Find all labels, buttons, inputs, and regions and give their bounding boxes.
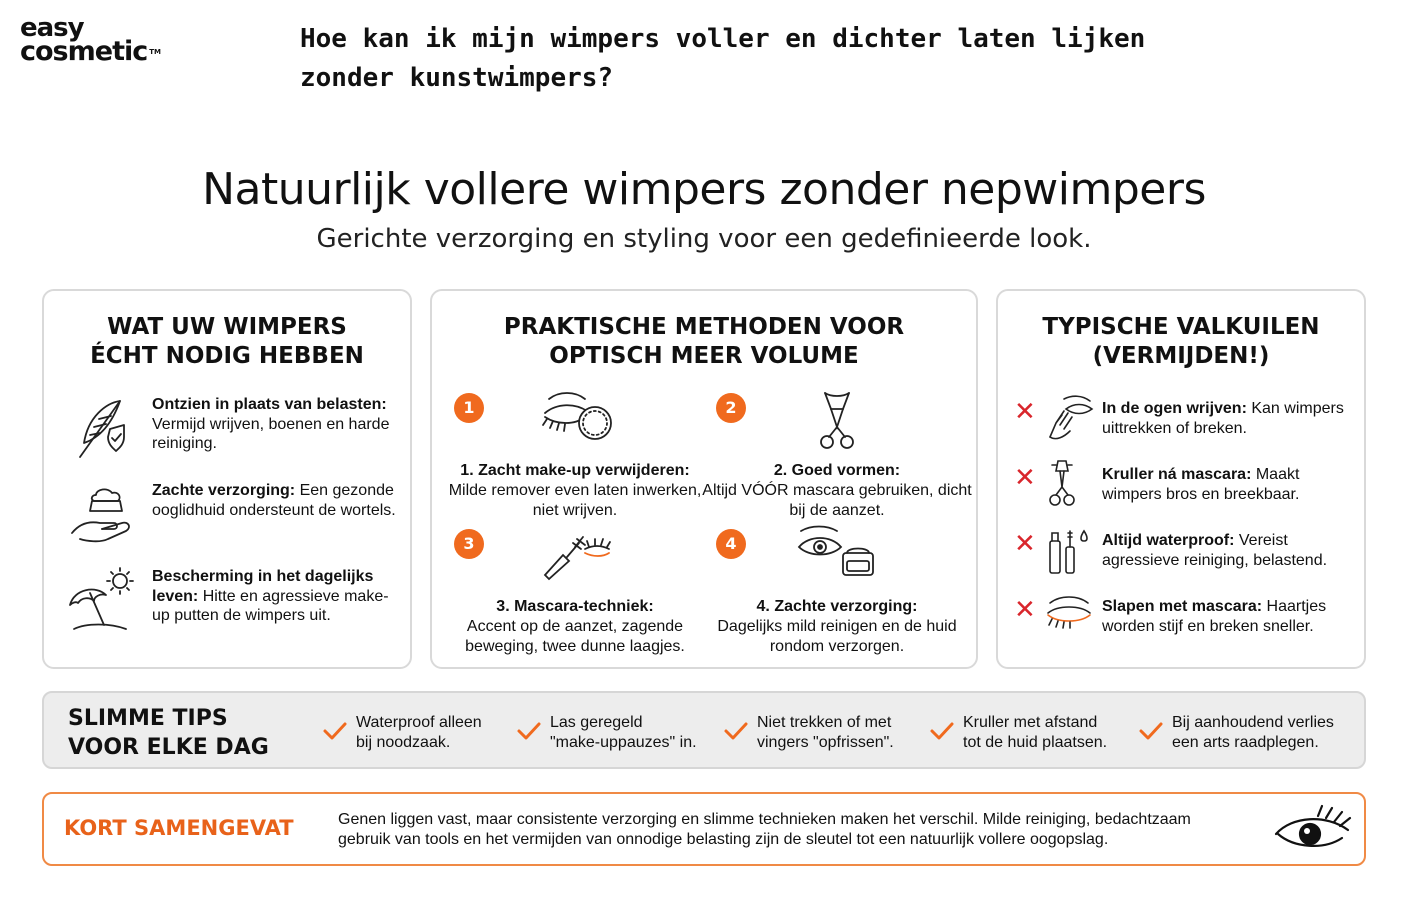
methods-title: PRAKTISCHE METHODEN VOOR OPTISCH MEER VOLUME [503,314,905,369]
tips-title: SLIMME TIPS VOOR ELKE DAG [68,706,269,760]
tip-item [322,711,522,755]
pitfalls-title: TYPISCHE VALKUILEN (VERMIJDEN!) [1042,314,1320,369]
cross-icon: ✕ [1014,397,1036,427]
tip-text: Bij aanhoudend verlies een arts raadplegen. [1172,714,1334,751]
hand-rubbing-eye-icon [1044,393,1094,443]
check-icon [322,721,348,741]
pitfall-text: Altijd waterproof: Vereist agressieve reiniging, belastend. [1102,532,1328,569]
summary-text: Genen liggen vast, maar consistente verzorging en slimme technieken maken het verschil. Milde reiniging, bedachtzaam gebruik van tools en het vermijden van onnodige belasting zijn de sleutel tot een natuurlijk vollere oogopslag. [338,811,1191,848]
sleeping-eye-icon [1044,591,1094,641]
eye-cream-jar-icon [797,523,877,587]
step-number: 3 [454,529,484,559]
waterproof-mascara-icon [1044,525,1094,575]
tip-text: Las geregeld "make-uppauzes" in. [550,714,697,751]
needs-title: WAT UW WIMPERS ÉCHT NODIG HEBBEN [90,314,364,369]
step-number: 1 [454,393,484,423]
tip-text: Kruller met afstand tot de huid plaatsen. [963,714,1108,751]
tip-item [1138,711,1338,755]
need-item [66,477,406,561]
method-item: 4 4. Zachte verzorging: Dagelijks mild reinigen en de huid rondom verzorgen. [702,523,972,651]
method-item: 2 2. Goed vormen: Altijd VÓÓR mascara gebruiken, dicht bij de aanzet. [702,387,972,515]
method-item: 1 1. Zacht make-up verwijderen: Milde remover even laten inwerken, niet wrijven. [440,387,710,515]
hero-title: Natuurlijk vollere wimpers zonder nepwimpers [202,164,1206,215]
cross-icon: ✕ [1014,595,1036,625]
cross-icon: ✕ [1014,463,1036,493]
tip-text: Waterproof alleen bij noodzaak. [356,714,482,751]
need-text: Zachte verzorging: Een gezonde ooglidhuid ondersteunt de wortels. [152,482,396,519]
step-number: 2 [716,393,746,423]
check-icon [516,721,542,741]
curler-mascara-icon [1044,459,1094,509]
hand-cream-icon [66,477,140,551]
method-item: 3 3. Mascara-techniek: Accent op de aanzet, zagende beweging, twee dunne laagjes. [440,523,710,651]
needs-card [42,289,412,669]
pitfall-text: In de ogen wrijven: Kan wimpers uittrekken of breken. [1102,400,1344,437]
trademark: TM [149,48,161,56]
tips-bar [42,691,1366,769]
tip-text: Niet trekken of met vingers "opfrissen". [757,714,894,751]
umbrella-sun-icon [66,563,140,637]
pitfall-item [1014,459,1359,515]
pitfalls-card [996,289,1366,669]
eyelash-curler-icon [797,387,877,451]
need-text: Ontzien in plaats van belasten: Vermijd wrijven, boenen en harde reiniging. [152,396,390,452]
eye-cotton-pad-icon [535,387,615,451]
check-icon [929,721,955,741]
hero-subtitle: Gerichte verzorging en styling voor een gedefinieerde look. [316,224,1092,254]
need-item [66,563,406,647]
need-text: Bescherming in het dagelijks leven: Hitte en agressieve make-up putten de wimpers uit. [152,568,389,624]
methods-card [430,289,978,669]
pitfall-item [1014,525,1359,581]
pitfall-item [1014,591,1359,647]
mascara-wand-icon [535,523,615,587]
cross-icon: ✕ [1014,529,1036,559]
summary-title: KORT SAMENGEVAT [64,816,294,840]
pitfall-text: Slapen met mascara: Haartjes worden stijf en breken sneller. [1102,598,1327,635]
tip-item [929,711,1129,755]
check-icon [1138,721,1164,741]
brand-line-1: easy [20,13,84,43]
page-question: Hoe kan ik mijn wimpers voller en dichter laten lijken zonder kunstwimpers? [300,24,1146,93]
pitfall-text: Kruller ná mascara: Maakt wimpers bros en breekbaar. [1102,466,1300,503]
need-item [66,391,406,475]
check-icon [723,721,749,741]
tip-item [516,711,716,755]
feather-shield-icon [66,391,140,465]
tip-item [723,711,923,755]
pitfall-item [1014,393,1359,449]
brand-logo [20,13,180,67]
brand-line-2: cosmetic ™ [20,36,161,67]
eye-lashes-icon [1272,804,1352,856]
step-number: 4 [716,529,746,559]
summary-box [42,792,1366,866]
